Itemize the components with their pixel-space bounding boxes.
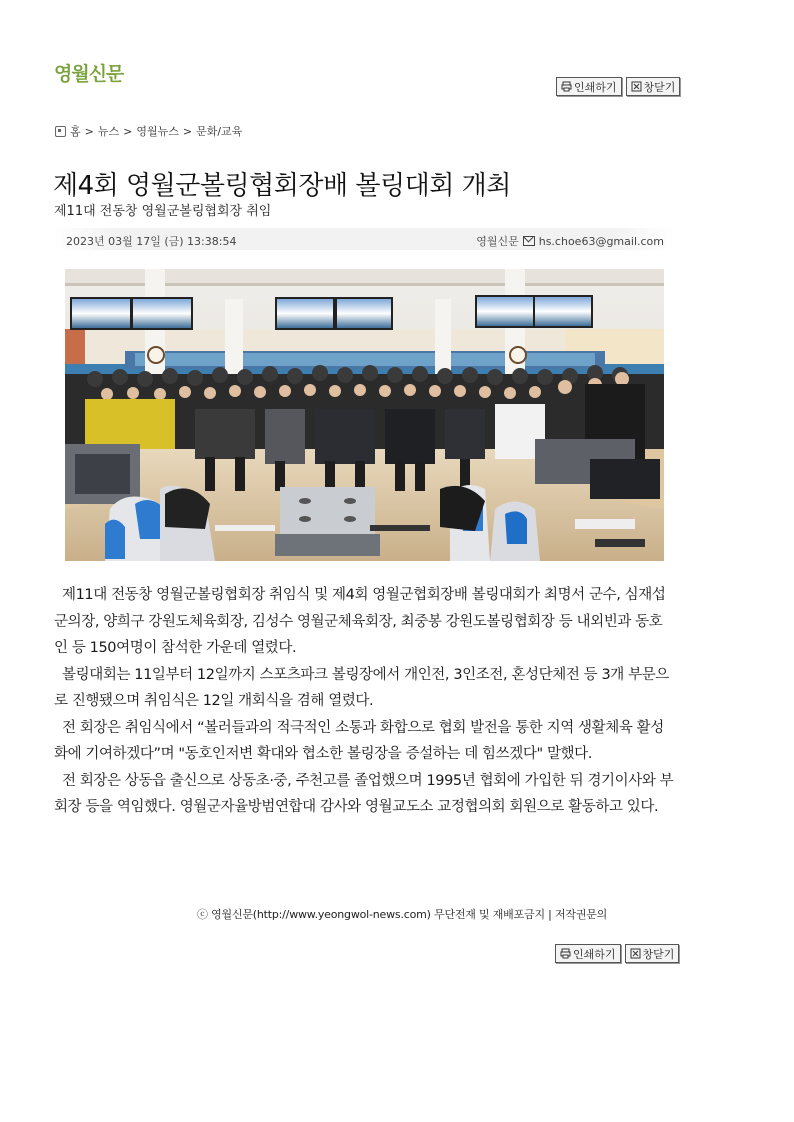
article-meta <box>54 228 674 250</box>
close-label: 창닫기 <box>643 80 676 94</box>
close-window-button[interactable] <box>625 944 680 963</box>
top-toolbar <box>556 77 680 96</box>
print-label: 인쇄하기 <box>574 80 617 94</box>
print-icon <box>561 81 572 92</box>
bottom-toolbar <box>555 944 679 963</box>
breadcrumb <box>55 123 242 139</box>
copyright-notice: ⓒ 영월신문(http://www.yeongwol-news.com) 무단전재 및 재배포금지 | 저작권문의 <box>197 908 608 921</box>
print-label: 인쇄하기 <box>573 947 616 961</box>
close-icon <box>631 81 642 92</box>
breadcrumb-yeongwol-news[interactable]: 영월뉴스 <box>136 125 179 138</box>
article-paragraph: 전 회장은 취임식에서 “볼러들과의 적극적인 소통과 화합으로 협회 발전을 통한 지역 생활체육 활성화에 기여하겠다”며 "동호인저변 확대와 협소한 볼링장을 증설하는 데 힘쓰겠다" 말했다. <box>54 719 664 762</box>
close-icon <box>630 948 641 959</box>
print-button[interactable] <box>555 944 621 963</box>
print-icon <box>560 948 571 959</box>
breadcrumb-separator: > <box>84 124 94 138</box>
print-button[interactable] <box>556 77 622 96</box>
breadcrumb-separator: > <box>123 124 133 138</box>
article-body <box>54 582 674 821</box>
bowling-group-photo <box>65 269 664 561</box>
article-email[interactable]: hs.choe63@gmail.com <box>538 234 664 248</box>
article-subtitle: 제11대 전동창 영월군볼링협회장 취임 <box>54 204 272 219</box>
article-source: 영월신문 <box>476 235 519 248</box>
close-window-button[interactable] <box>626 77 681 96</box>
article-date: 2023년 03월 17일 (금) 13:38:54 <box>66 235 237 248</box>
site-logo[interactable]: 영월신문 <box>54 63 124 85</box>
breadcrumb-news[interactable]: 뉴스 <box>97 125 120 138</box>
article-paragraph: 전 회장은 상동읍 출신으로 상동초·중, 주천고를 졸업했으며 1995년 협회에 가입한 뒤 경기이사와 부회장 등을 역임했다. 영월군자율방범연합대 감사와 영월교도소 교정협의회 회원으로 활동하고 있다. <box>54 772 674 815</box>
article-paragraph: 볼링대회는 11일부터 12일까지 스포츠파크 볼링장에서 개인전, 3인조전, 혼성단체전 등 3개 부문으로 진행됐으며 취임식은 12일 개회식을 겸해 열렸다. <box>54 666 669 709</box>
article-paragraph: 제11대 전동창 영월군볼링협회장 취임식 및 제4회 영월군협회장배 볼링대회가 최명서 군수, 심재섭 군의장, 양희구 강원도체육회장, 김성수 영월군체육회장, 최중봉 강원도볼링협회장 등 내외빈과 동호인 등 150여명이 참석한 가운데 열렸다. <box>54 587 666 656</box>
article-byline <box>476 233 664 249</box>
article-photo <box>65 269 664 561</box>
breadcrumb-home[interactable]: 홈 <box>70 125 81 138</box>
home-icon <box>55 126 66 137</box>
breadcrumb-culture-education[interactable]: 문화/교육 <box>196 125 243 138</box>
close-label: 창닫기 <box>642 947 675 961</box>
breadcrumb-separator: > <box>182 124 193 138</box>
article-title: 제4회 영월군볼링협회장배 볼링대회 개최 <box>53 171 511 201</box>
email-icon <box>523 236 535 246</box>
